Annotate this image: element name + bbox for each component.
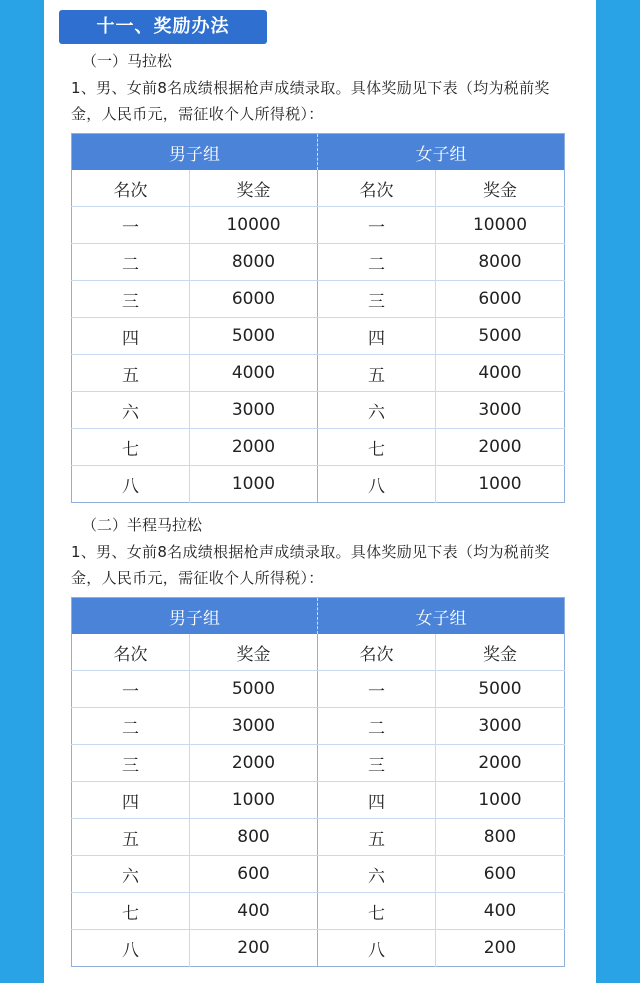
men-prize-cell: 2000	[190, 429, 318, 466]
rank-cell: 八	[72, 466, 190, 503]
rank-cell: 二	[72, 708, 190, 745]
col-rank-header: 名次	[318, 170, 436, 207]
women-prize-cell: 8000	[436, 244, 565, 281]
table-column-header	[72, 170, 565, 207]
rank-cell: 二	[318, 244, 436, 281]
col-prize-header: 奖金	[190, 170, 318, 207]
women-prize-cell: 400	[436, 893, 565, 930]
table-row	[72, 819, 565, 856]
marathon-subtitle: （一）马拉松	[82, 52, 173, 70]
men-prize-cell: 3000	[190, 708, 318, 745]
women-prize-cell: 5000	[436, 318, 565, 355]
rank-cell: 七	[318, 893, 436, 930]
women-prize-cell: 800	[436, 819, 565, 856]
rank-cell: 二	[72, 244, 190, 281]
women-prize-cell: 3000	[436, 392, 565, 429]
rank-cell: 八	[72, 930, 190, 967]
men-prize-cell: 5000	[190, 318, 318, 355]
rank-cell: 二	[318, 708, 436, 745]
document-page	[44, 0, 596, 983]
women-prize-cell: 1000	[436, 782, 565, 819]
rank-cell: 三	[318, 281, 436, 318]
women-prize-cell: 1000	[478, 474, 522, 494]
table-row	[72, 281, 565, 318]
half-marathon-description: 1、男、女前8名成绩根据枪声成绩录取。具体奖励见下表（均为税前奖金，人民币元，需征收个人所得税）：	[71, 543, 550, 587]
rank-cell: 四	[318, 318, 436, 355]
women-prize-cell: 4000	[436, 355, 565, 392]
table-row	[72, 893, 565, 930]
rank-cell: 七	[72, 893, 190, 930]
rank-cell: 四	[72, 318, 190, 355]
rank-cell: 三	[318, 745, 436, 782]
women-prize-cell: 2000	[436, 429, 565, 466]
table-row	[72, 318, 565, 355]
col-rank-header: 名次	[72, 170, 190, 207]
rank-cell: 四	[72, 782, 190, 819]
table-row	[72, 207, 565, 244]
col-prize-header: 奖金	[436, 634, 565, 671]
group-men-header: 男子组	[72, 598, 318, 635]
women-prize-cell: 600	[436, 856, 565, 893]
table-row	[72, 466, 565, 503]
men-prize-cell: 4000	[190, 355, 318, 392]
rank-cell: 五	[318, 819, 436, 856]
rank-cell: 五	[72, 819, 190, 856]
rank-cell: 五	[72, 355, 190, 392]
table-row	[72, 930, 565, 967]
women-prize-cell: 3000	[436, 708, 565, 745]
group-men-header: 男子组	[72, 134, 318, 171]
women-prize-cell: 5000	[436, 671, 565, 708]
table-row	[72, 671, 565, 708]
table-group-header	[72, 598, 565, 635]
table-row	[72, 856, 565, 893]
half-marathon-prize-table	[71, 597, 565, 967]
table-row	[72, 355, 565, 392]
col-prize-header: 奖金	[190, 634, 318, 671]
table-row	[72, 708, 565, 745]
rank-cell: 四	[318, 782, 436, 819]
rank-cell: 七	[318, 429, 436, 466]
men-prize-cell: 2000	[190, 745, 318, 782]
rank-cell: 五	[318, 355, 436, 392]
table-row	[72, 429, 565, 466]
women-prize-cell: 2000	[436, 745, 565, 782]
men-prize-cell: 800	[190, 819, 318, 856]
men-prize-cell: 600	[190, 856, 318, 893]
table-column-header	[72, 634, 565, 671]
table-row	[72, 392, 565, 429]
table-row	[72, 745, 565, 782]
men-prize-cell: 5000	[190, 671, 318, 708]
half-marathon-subtitle: （二）半程马拉松	[82, 516, 203, 534]
rank-cell: 八	[318, 466, 436, 503]
table-row	[72, 782, 565, 819]
men-prize-cell: 6000	[190, 281, 318, 318]
rank-cell: 七	[72, 429, 190, 466]
men-prize-cell: 3000	[190, 392, 318, 429]
men-prize-cell: 10000	[190, 207, 318, 244]
section-title: 十一、奖励办法	[59, 10, 267, 44]
rank-cell: 六	[72, 392, 190, 429]
men-prize-cell: 400	[190, 893, 318, 930]
group-women-header: 女子组	[318, 134, 565, 171]
men-prize-cell: 1000	[190, 466, 318, 503]
rank-cell: 三	[72, 281, 190, 318]
marathon-prize-table	[71, 133, 565, 503]
rank-cell: 一	[72, 671, 190, 708]
table-row	[72, 244, 565, 281]
col-rank-header: 名次	[318, 634, 436, 671]
group-women-header: 女子组	[318, 598, 565, 635]
women-prize-cell: 200	[483, 938, 517, 958]
rank-cell: 六	[318, 856, 436, 893]
women-prize-cell: 10000	[436, 207, 565, 244]
women-prize-cell: 6000	[436, 281, 565, 318]
rank-cell: 六	[72, 856, 190, 893]
col-prize-header: 奖金	[436, 170, 565, 207]
col-rank-header: 名次	[72, 634, 190, 671]
rank-cell: 八	[318, 930, 436, 967]
rank-cell: 六	[318, 392, 436, 429]
rank-cell: 一	[72, 207, 190, 244]
men-prize-cell: 8000	[190, 244, 318, 281]
men-prize-cell: 200	[190, 930, 318, 967]
marathon-description: 1、男、女前8名成绩根据枪声成绩录取。具体奖励见下表（均为税前奖金，人民币元，需征收个人所得税）：	[71, 79, 550, 123]
rank-cell: 一	[318, 207, 436, 244]
rank-cell: 三	[72, 745, 190, 782]
table-group-header	[72, 134, 565, 171]
men-prize-cell: 1000	[190, 782, 318, 819]
rank-cell: 一	[318, 671, 436, 708]
